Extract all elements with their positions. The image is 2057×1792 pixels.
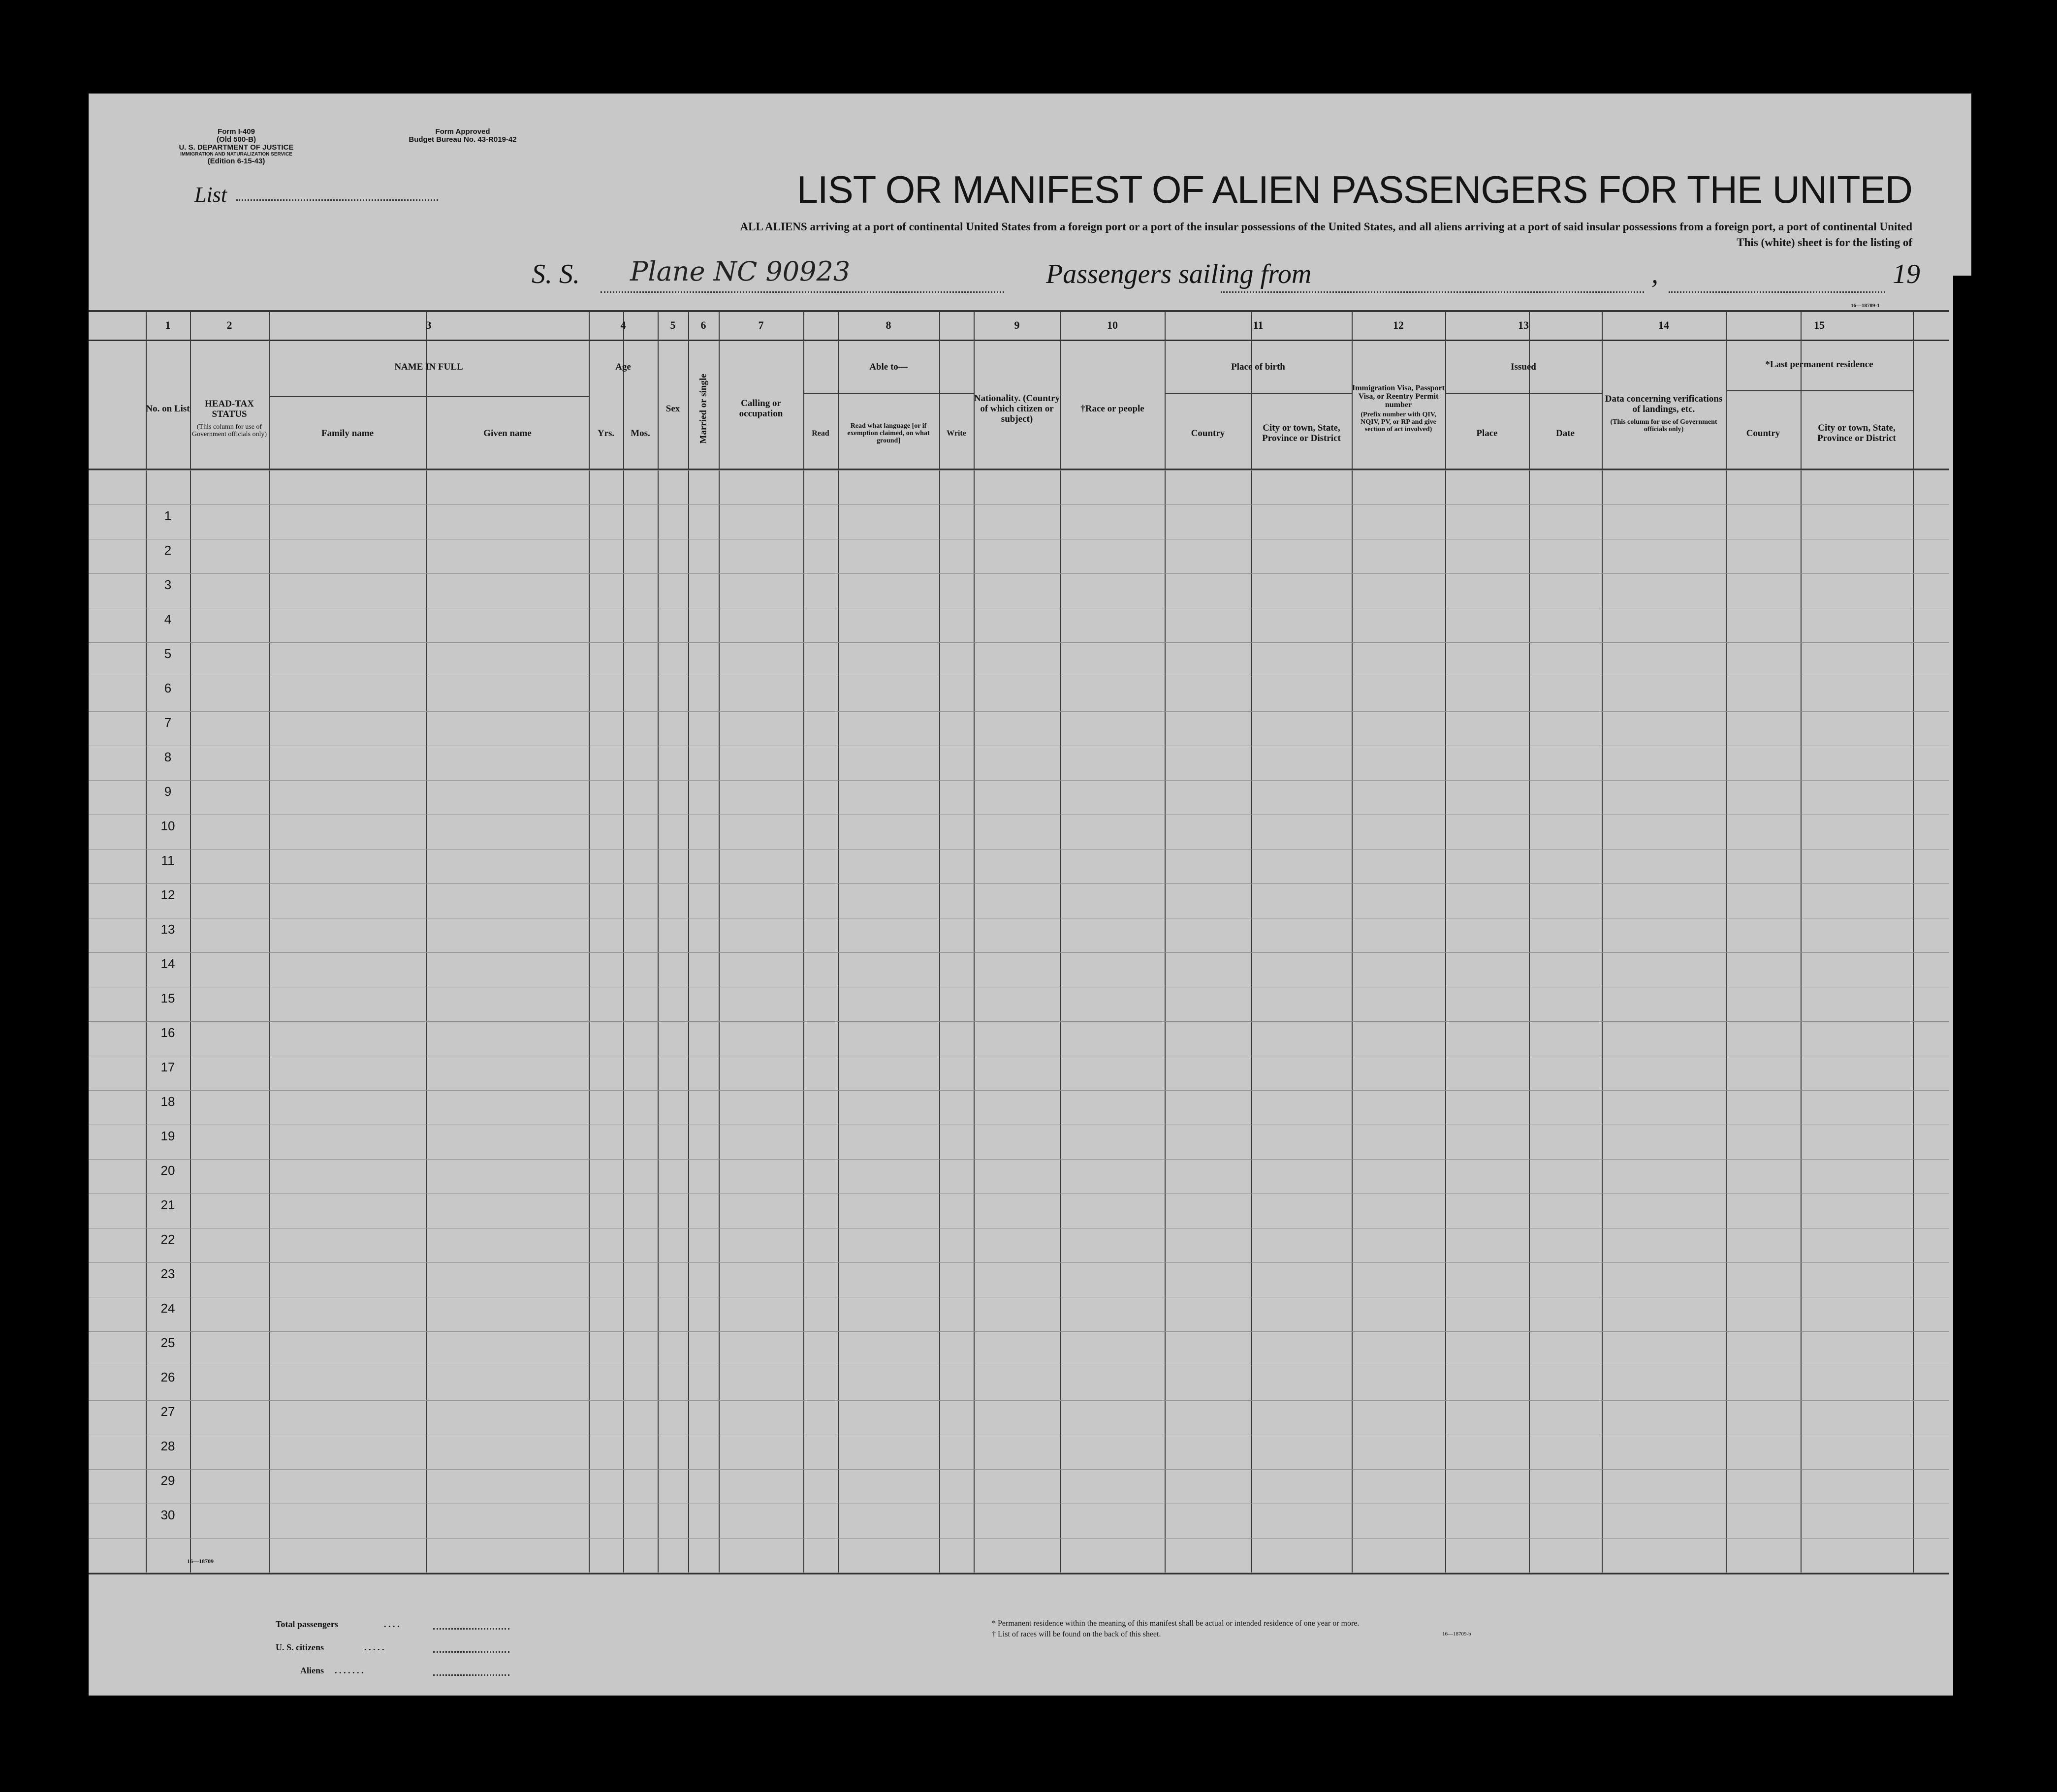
head-tax-note: (This column for use of Government officials only) [191,423,267,438]
column-divider [719,312,720,1572]
row-number: 13 [160,922,175,937]
manifest-subtitle-line2: This (white) sheet is for the listing of [1737,236,1912,249]
ship-prefix: S. S. [532,259,580,289]
colnum-3: 3 [426,319,432,331]
column-divider [838,312,839,1572]
row-rule [89,470,1949,471]
row-number: 10 [160,818,175,833]
married-label: Married or single [698,373,709,444]
column-divider [269,312,270,1572]
header-sex: Sex [665,403,680,414]
torn-edge [1953,276,1973,1703]
row-rule [89,1469,1949,1470]
row-number: 18 [160,1094,175,1109]
header-write: Write [947,429,966,438]
column-divider [939,312,940,1572]
column-divider [1060,312,1061,1572]
header-calling: Calling or occupation [739,398,783,419]
row-rule [89,504,1949,505]
header-mos: Mos. [631,428,650,439]
form-approved: Form Approved [435,127,490,136]
column-divider [190,312,191,1572]
budget-number: Budget Bureau No. 43-R019-42 [409,135,517,144]
list-number-field[interactable] [236,199,438,201]
row-number: 4 [164,612,172,627]
row-rule [89,1262,1949,1263]
header-read: Read [812,429,829,438]
row-number: 5 [164,646,172,661]
row-number: 9 [164,784,172,799]
old-form-number: (Old 500-B) [216,135,256,144]
form-code-top: 16—18709-1 [1851,303,1880,309]
data-concerning-title: Data concerning verifications of landings, etc. [1605,394,1723,414]
column-divider [1352,312,1353,1572]
year-prefix: 19 [1893,259,1920,289]
header-place-of-birth: Place of birth [1231,361,1285,372]
column-divider [688,312,689,1572]
column-divider [623,312,624,1572]
head-tax-title: HEAD-TAX STATUS [205,399,254,419]
sailing-from-label: Passengers sailing from [1046,259,1312,289]
colnum-9: 9 [1014,319,1020,331]
row-rule [89,642,1949,643]
header-age: Age [615,361,631,372]
header-yrs: Yrs. [597,428,615,439]
column-divider [1913,312,1914,1572]
row-number: 7 [164,715,172,730]
column-divider [1251,312,1252,1572]
service-name: IMMIGRATION AND NATURALIZATION SERVICE [180,152,292,157]
header-race: †Race or people [1080,403,1144,414]
row-number: 15 [160,991,175,1006]
header-birth-country: Country [1191,428,1225,439]
header-issued-date: Date [1556,428,1575,439]
row-rule [89,1021,1949,1022]
header-last-residence: *Last permanent residence [1765,359,1873,370]
budget-approval [384,128,541,144]
row-number: 3 [164,577,172,592]
header-able-to: Able to— [869,361,908,372]
colnum-1: 1 [165,319,171,331]
column-divider [1726,312,1727,1572]
row-rule [89,952,1949,953]
row-number: 29 [160,1473,175,1488]
row-rule [89,1159,1949,1160]
colnum-15: 15 [1814,319,1825,331]
colnum-14: 14 [1658,319,1669,331]
row-rule [89,1400,1949,1401]
colnum-12: 12 [1393,319,1404,331]
row-rule [89,1538,1949,1539]
total-passengers-label: Total passengers [276,1619,338,1629]
column-divider [1529,312,1530,1572]
row-number: 12 [160,887,175,902]
header-issued-place: Place [1476,428,1498,439]
column-divider [1445,312,1446,1572]
row-number: 22 [160,1232,175,1247]
colnum-7: 7 [758,319,764,331]
column-divider [658,312,659,1572]
form-identification [162,128,310,165]
column-divider [589,312,590,1572]
footnote-permanent-residence: * Permanent residence within the meaning of this manifest shall be actual or intended residence of one year or more. [992,1619,1360,1628]
row-number: 6 [164,681,172,695]
row-number: 16 [160,1025,175,1040]
row-number: 14 [160,956,175,971]
header-read-language: Read what language [or if exemption claimed, on what ground] [847,422,930,444]
header-family-name: Family name [321,428,374,439]
header-name-in-full: NAME IN FULL [394,361,463,372]
data-concerning-note: (This column for use of Government officials only) [1610,418,1717,433]
us-citizens-dots: . . . . . [364,1642,384,1652]
header-residence-country: Country [1746,428,1780,439]
footnote-code: 16—18709-b [1442,1631,1471,1637]
header-issued: Issued [1511,361,1536,372]
row-number: 24 [160,1301,175,1316]
header-visa [1352,349,1445,468]
column-divider [1602,312,1603,1572]
us-citizens-label: U. S. citizens [276,1642,324,1652]
row-number: 2 [164,543,172,558]
row-number: 28 [160,1439,175,1453]
column-divider [426,312,427,1572]
total-passengers-field[interactable] [433,1628,509,1630]
row-rule [89,780,1949,781]
colnum-5: 5 [670,319,676,331]
manifest-title: LIST OR MANIFEST OF ALIEN PASSENGERS FOR THE UNITED [796,168,1912,211]
ship-name-handwritten: Plane NC 90923 [630,256,851,287]
sailing-from-field[interactable] [1221,291,1644,293]
colnum-8: 8 [886,319,891,331]
colnum-13: 13 [1518,319,1529,331]
row-rule [89,711,1949,712]
manifest-sheet [89,94,1971,1696]
row-rule [89,1331,1949,1332]
header-birth-city: City or town, State, Province or District [1262,423,1341,443]
form-number: Form I-409 [218,127,255,136]
colnum-10: 10 [1107,319,1118,331]
header-no-on-list: No. on List [146,403,190,414]
form-code-left: 16—18709 [187,1558,214,1565]
aliens-field[interactable] [433,1674,509,1676]
row-number: 26 [160,1370,175,1384]
form-edition: (Edition 6-15-43) [207,157,265,165]
row-number: 21 [160,1197,175,1212]
column-divider [974,312,975,1572]
row-number: 30 [160,1508,175,1522]
row-rule [89,883,1949,884]
header-head-tax [190,369,269,468]
header-given-name: Given name [483,428,532,439]
row-number: 27 [160,1404,175,1419]
header-married-or-single [688,349,719,468]
footnote-races: † List of races will be found on the back of this sheet. [992,1630,1161,1638]
aliens-dots: . . . . . . . [335,1666,364,1675]
row-number: 23 [160,1266,175,1281]
sailing-date-field[interactable] [1669,291,1885,293]
colnum-6: 6 [700,319,706,331]
row-rule [89,1090,1949,1091]
column-divider [1801,312,1802,1572]
colnum-2: 2 [226,319,232,331]
colnum-4: 4 [620,319,626,331]
row-number: 11 [161,853,175,868]
row-rule [89,1572,1949,1573]
row-number: 19 [160,1129,175,1143]
row-number: 20 [160,1163,175,1178]
list-label: List [194,183,227,207]
column-divider [803,312,804,1572]
comma-separator: , [1651,259,1658,289]
row-number: 25 [160,1335,175,1350]
visa-title: Immigration Visa, Passport Visa, or Reentry Permit number [1352,384,1445,409]
header-residence-city: City or town, State, Province or District [1817,423,1896,443]
row-number: 1 [164,508,172,523]
row-rule [89,573,1949,574]
department-name: U. S. DEPARTMENT OF JUSTICE [179,143,294,152]
manifest-subtitle-line1: ALL ALIENS arriving at a port of continental United States from a foreign port or a port of the insular possessions of the United States, and all aliens arriving at a port of said insular possessions from a foreign port, a port of continental United [740,220,1912,233]
column-divider [1165,312,1166,1572]
colnum-11: 11 [1253,319,1264,331]
us-citizens-field[interactable] [433,1651,509,1653]
aliens-label: Aliens [300,1666,324,1675]
ship-name-field[interactable] [601,291,1004,293]
visa-note: (Prefix number with QIV, NQIV, PV, or RP and give section of act involved) [1361,411,1436,433]
header-nationality: Nationality. (Country of which citizen or subject) [974,393,1060,424]
row-number: 17 [160,1060,175,1074]
row-number: 8 [164,750,172,764]
header-data-concerning [1602,359,1726,468]
total-passengers-dots: . . . . [384,1619,400,1629]
